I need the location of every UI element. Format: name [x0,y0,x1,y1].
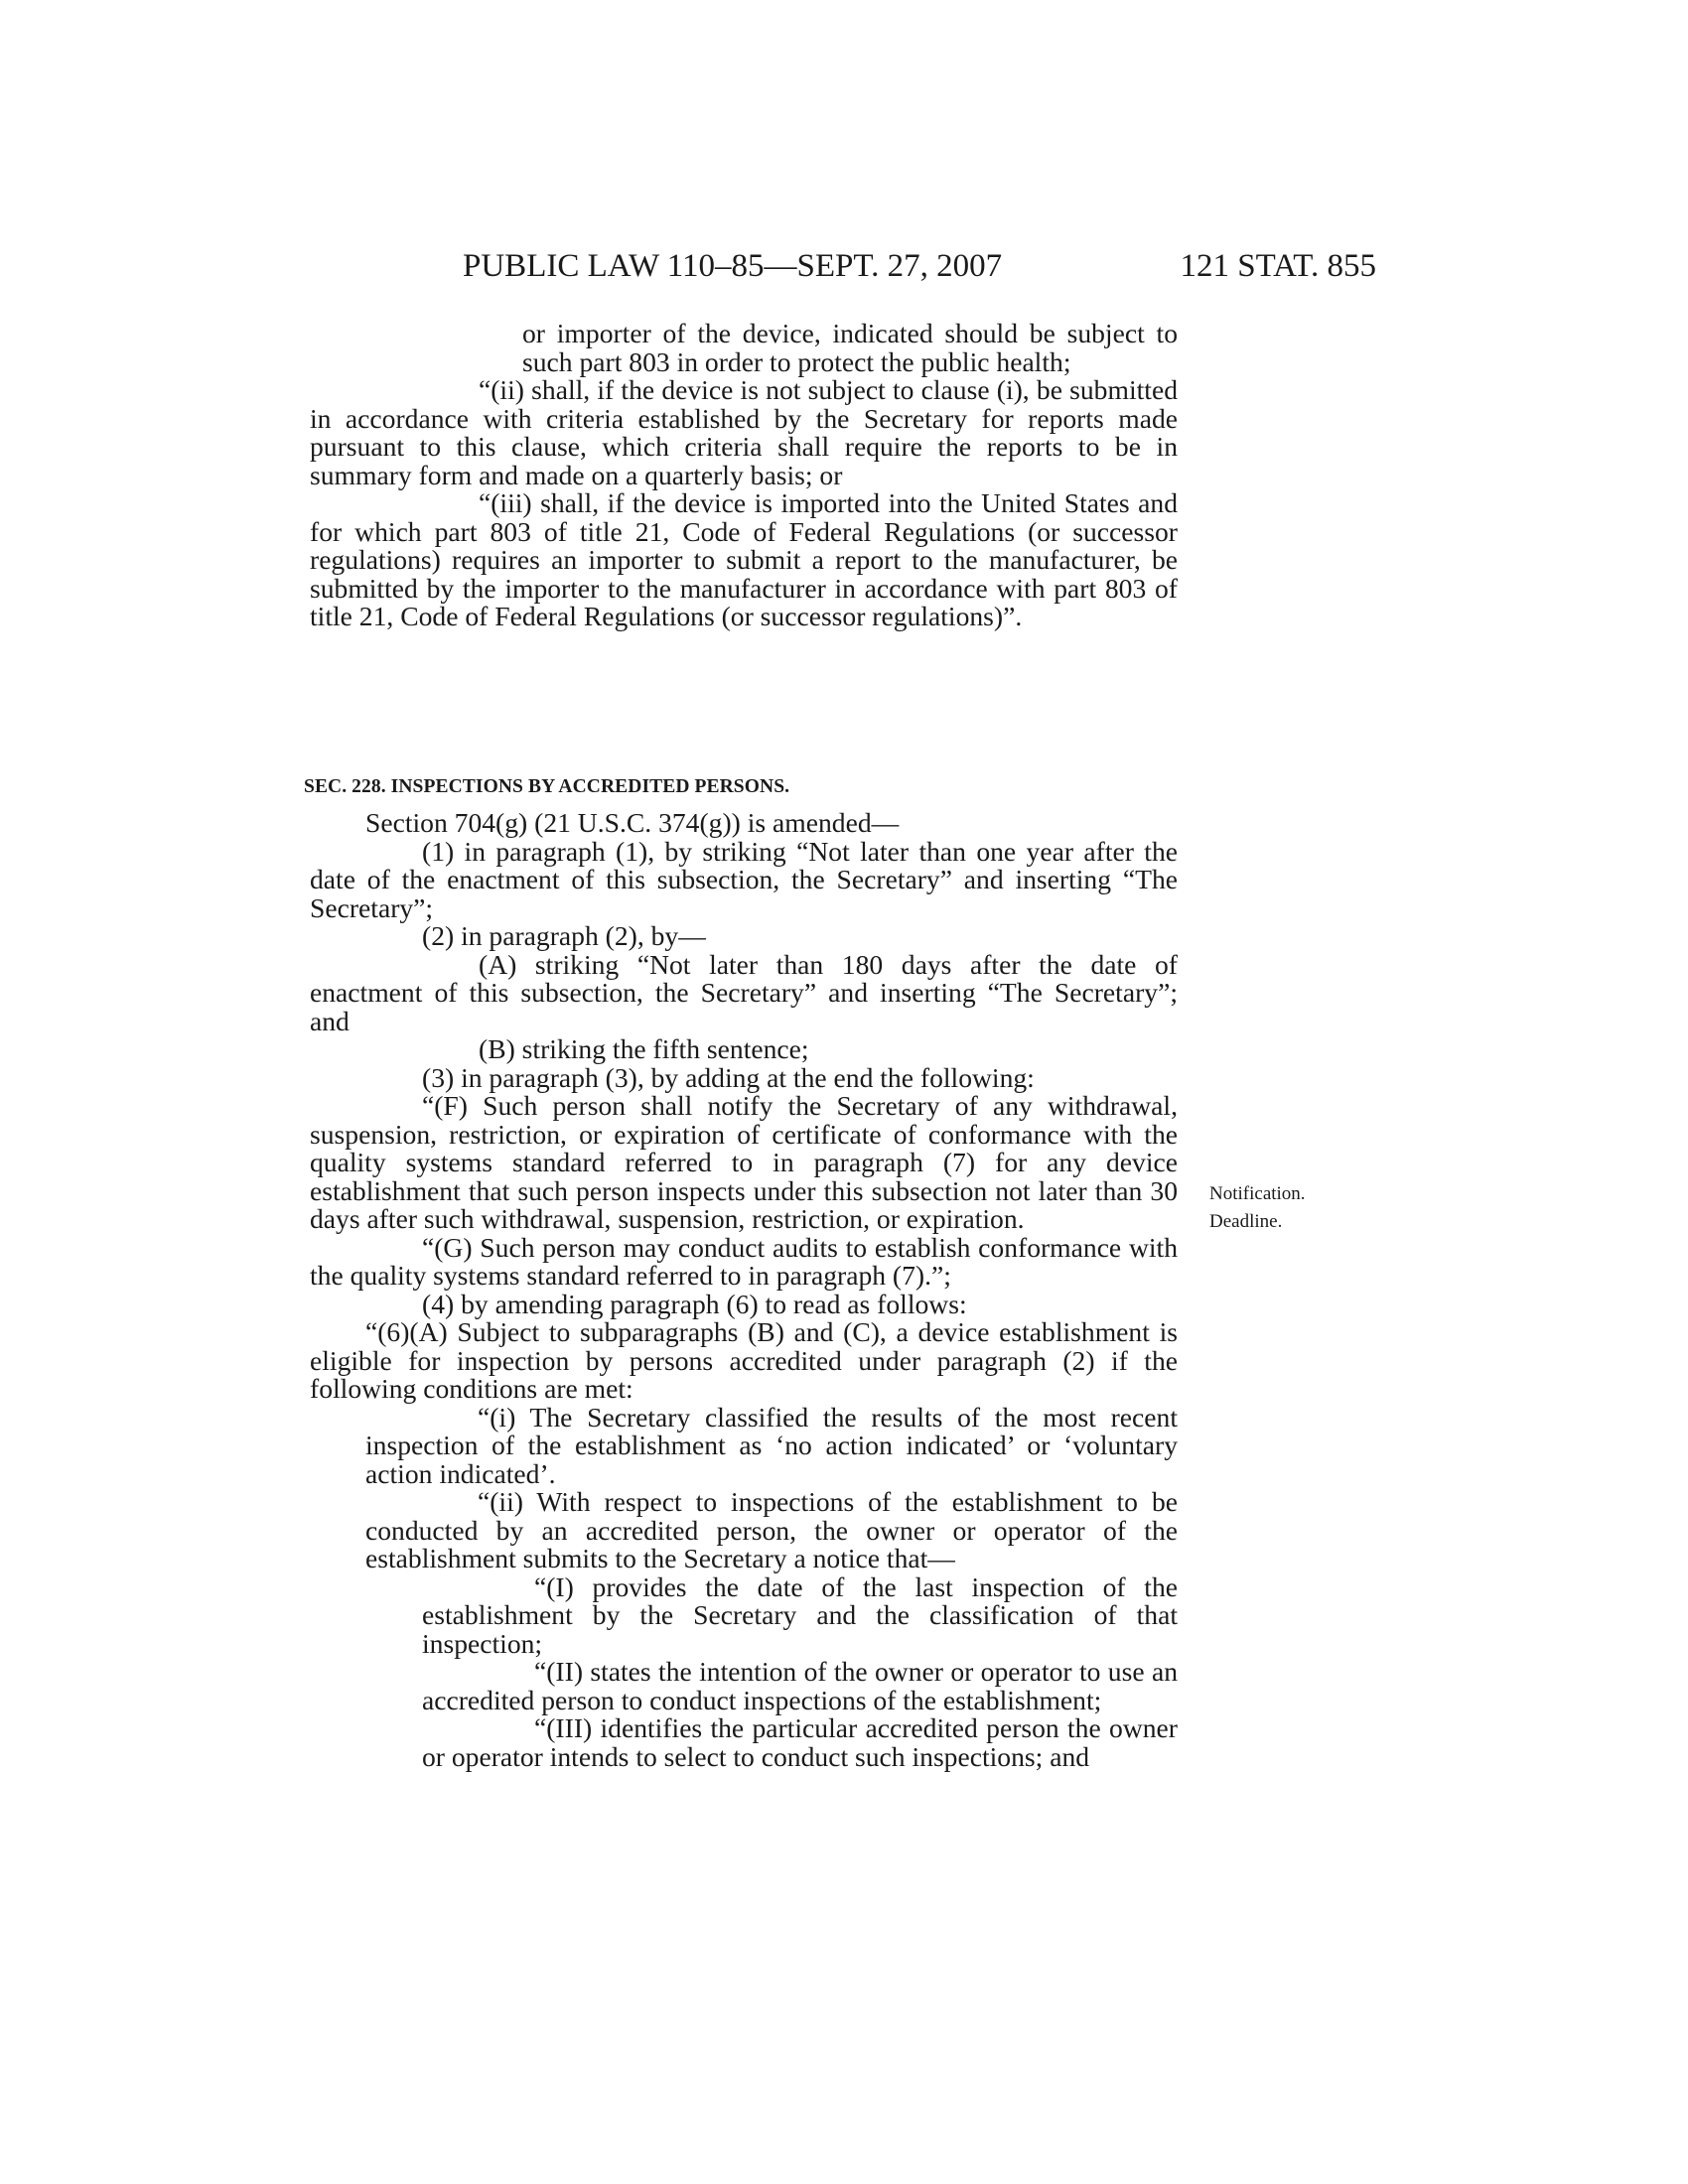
clause-iii: “(iii) shall, if the device is imported into the United States and for which part 803 of title 21, Code of Federal Regulations (or successor regulations) requires an importer to submit a report to the manufacturer, be submitted by the importer to the manufacturer in accordance with part 803 of title 21, Code of Federal Regulations (or successor regulations)”. [310,487,1178,631]
margin-notes [1209,1180,1306,1235]
amendment-4: (4) by amending paragraph (6) to read as follows: [422,1288,967,1319]
margin-note-notification: Notification. [1209,1183,1306,1204]
margin-note-deadline: Deadline. [1209,1210,1283,1232]
amendment-2: (2) in paragraph (2), by— [422,920,706,951]
subclause-III: “(III) identifies the particular accredited person the owner or operator intends to select to conduct such inspections; and [422,1712,1178,1772]
section-heading: SEC. 228. INSPECTIONS BY ACCREDITED PERSONS. [304,776,790,797]
clause-6A-ii: “(ii) With respect to inspections of the establishment to be conducted by an accredited person, the owner or operator of the establishment submits to the Secretary a notice that— [365,1486,1178,1573]
inserted-subparagraph-F: “(F) Such person shall notify the Secretary of any withdrawal, suspension, restriction, or expiration of certificate of conformance with the quality systems standard referred to in paragraph (7) for any device establishment that such person inspects under this subsection not later than 30 days after such withdrawal, suspension, restriction, or expiration. [310,1090,1178,1234]
section-body [310,809,1178,1771]
paragraph-6A: “(6)(A) Subject to subparagraphs (B) and (C), a device establishment is eligible for inspection by persons accredited under paragraph (2) if the following conditions are met: [310,1316,1178,1404]
intro-sentence: Section 704(g) (21 U.S.C. 374(g)) is amended— [365,807,900,838]
inserted-subparagraph-G: “(G) Such person may conduct audits to establish conformance with the quality systems standard referred to in paragraph (7).”; [310,1231,1178,1291]
continued-clause-block [310,320,1178,631]
clause-i-continuation: or importer of the device, indicated should be subject to such part 803 in order to protect the public health; [522,318,1178,377]
subclause-II: “(II) states the intention of the owner or operator to use an accredited person to conduct inspections of the establishment; [422,1656,1178,1715]
amendment-1: (1) in paragraph (1), by striking “Not later than one year after the date of the enactment of this subsection, the Secretary” and inserting “The Secretary”; [310,835,1178,923]
running-header-stat-page: 121 STAT. 855 [1180,248,1376,284]
amendment-3: (3) in paragraph (3), by adding at the end the following: [422,1061,1035,1093]
amendment-2-B: (B) striking the fifth sentence; [479,1033,809,1064]
amendment-2-A: (A) striking “Not later than 180 days after the date of enactment of this subsection, the Secretary” and inserting “The Secretary”; and [310,948,1178,1036]
clause-6A-i: “(i) The Secretary classified the results of the most recent inspection of the establishment as ‘no action indicated’ or ‘voluntary action indicated’. [365,1401,1178,1489]
clause-ii: “(ii) shall, if the device is not subject to clause (i), be submitted in accordance with criteria established by the Secretary for reports made pursuant to this clause, which criteria shall require the reports to be in summary form and made on a quarterly basis; or [310,374,1178,490]
subclause-I: “(I) provides the date of the last inspection of the establishment by the Secretary and the classification of that inspection; [422,1570,1178,1659]
running-header-title: PUBLIC LAW 110–85—SEPT. 27, 2007 [463,248,1003,284]
